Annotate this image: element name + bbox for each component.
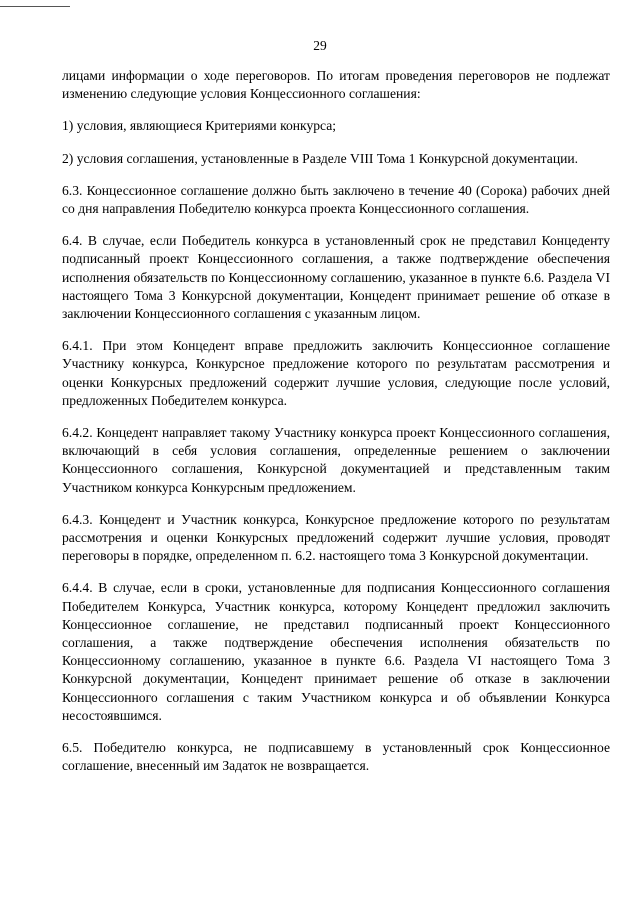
top-rule (0, 6, 70, 7)
paragraph-6-4-1: 6.4.1. При этом Концедент вправе предложить заключить Концессионное соглашение Участнику конкурса, Конкурсное предложение которого по результатам рассмотрения и оценки Конкурсных предложений содержит лучшие условия, следующие после условий, предложенных Победителем конкурса. (62, 338, 610, 408)
paragraph-6-4-3: 6.4.3. Концедент и Участник конкурса, Конкурсное предложение которого по результатам рассмотрения и оценки Конкурсных предложений содержит лучшие условия, проводят переговоры в порядке, определенном п. 6.2. настоящего тома 3 Конкурсной документации. (62, 511, 610, 564)
paragraph-item-2: 2) условия соглашения, установленные в Разделе VIII Тома 1 Конкурсной документации. (62, 150, 579, 166)
paragraph-continuation: лицами информации о ходе переговоров. По итогам проведения переговоров не подлежат изменению следующие условия Концессионного соглашения: (62, 68, 610, 102)
page-number: 29 (313, 38, 327, 53)
paragraph-6-3: 6.3. Концессионное соглашение должно быть заключено в течение 40 (Сорока) рабочих дней со дня направления Победителю конкурса проекта Концессионного соглашения. (62, 182, 610, 217)
paragraph-6-4-2: 6.4.2. Концедент направляет такому Участнику конкурса проект Концессионного соглашения, включающий в себя условия соглашения, определенные решением о заключении Концессионного соглашения, Конкурсной документацией и представленным таким Участником конкурса Конкурсным предложением. (62, 425, 610, 495)
document-body (62, 67, 610, 790)
paragraph-item-1: 1) условия, являющиеся Критериями конкурса; (62, 118, 337, 134)
paragraph-6-5: 6.5. Победителю конкурса, не подписавшему в установленный срок Концессионное соглашение, внесенный им Задаток не возвращается. (62, 740, 610, 774)
paragraph-6-4: 6.4. В случае, если Победитель конкурса в установленный срок не представил Концеденту подписанный проект Концессионного соглашения, а также подтверждение обеспечения исполнения обязательств по Концессионному соглашению, указанное в пункте 6.6. Раздела VI настоящего Тома 3 Конкурсной документации, Концедент принимает решение об отказе в заключении Концессионного соглашения с указанным лицом. (62, 233, 610, 322)
paragraph-6-4-4: 6.4.4. В случае, если в сроки, установленные для подписания Концессионного соглашения Победителем Конкурса, Участник конкурса, которому Концедент предложил заключить Концессионное соглашение, не представил подписанный проект Концессионного соглашения, а также подтверждение обеспечения исполнения обязательств по Концессионному соглашению, указанное в пункте 6.6. Раздела VI настоящего Тома 3 Конкурсной документации, Концедент принимает решение об отказе в заключении Концессионного соглашения с таким Участником конкурса и об объявлении Конкурса несостоявшимся. (62, 580, 610, 723)
